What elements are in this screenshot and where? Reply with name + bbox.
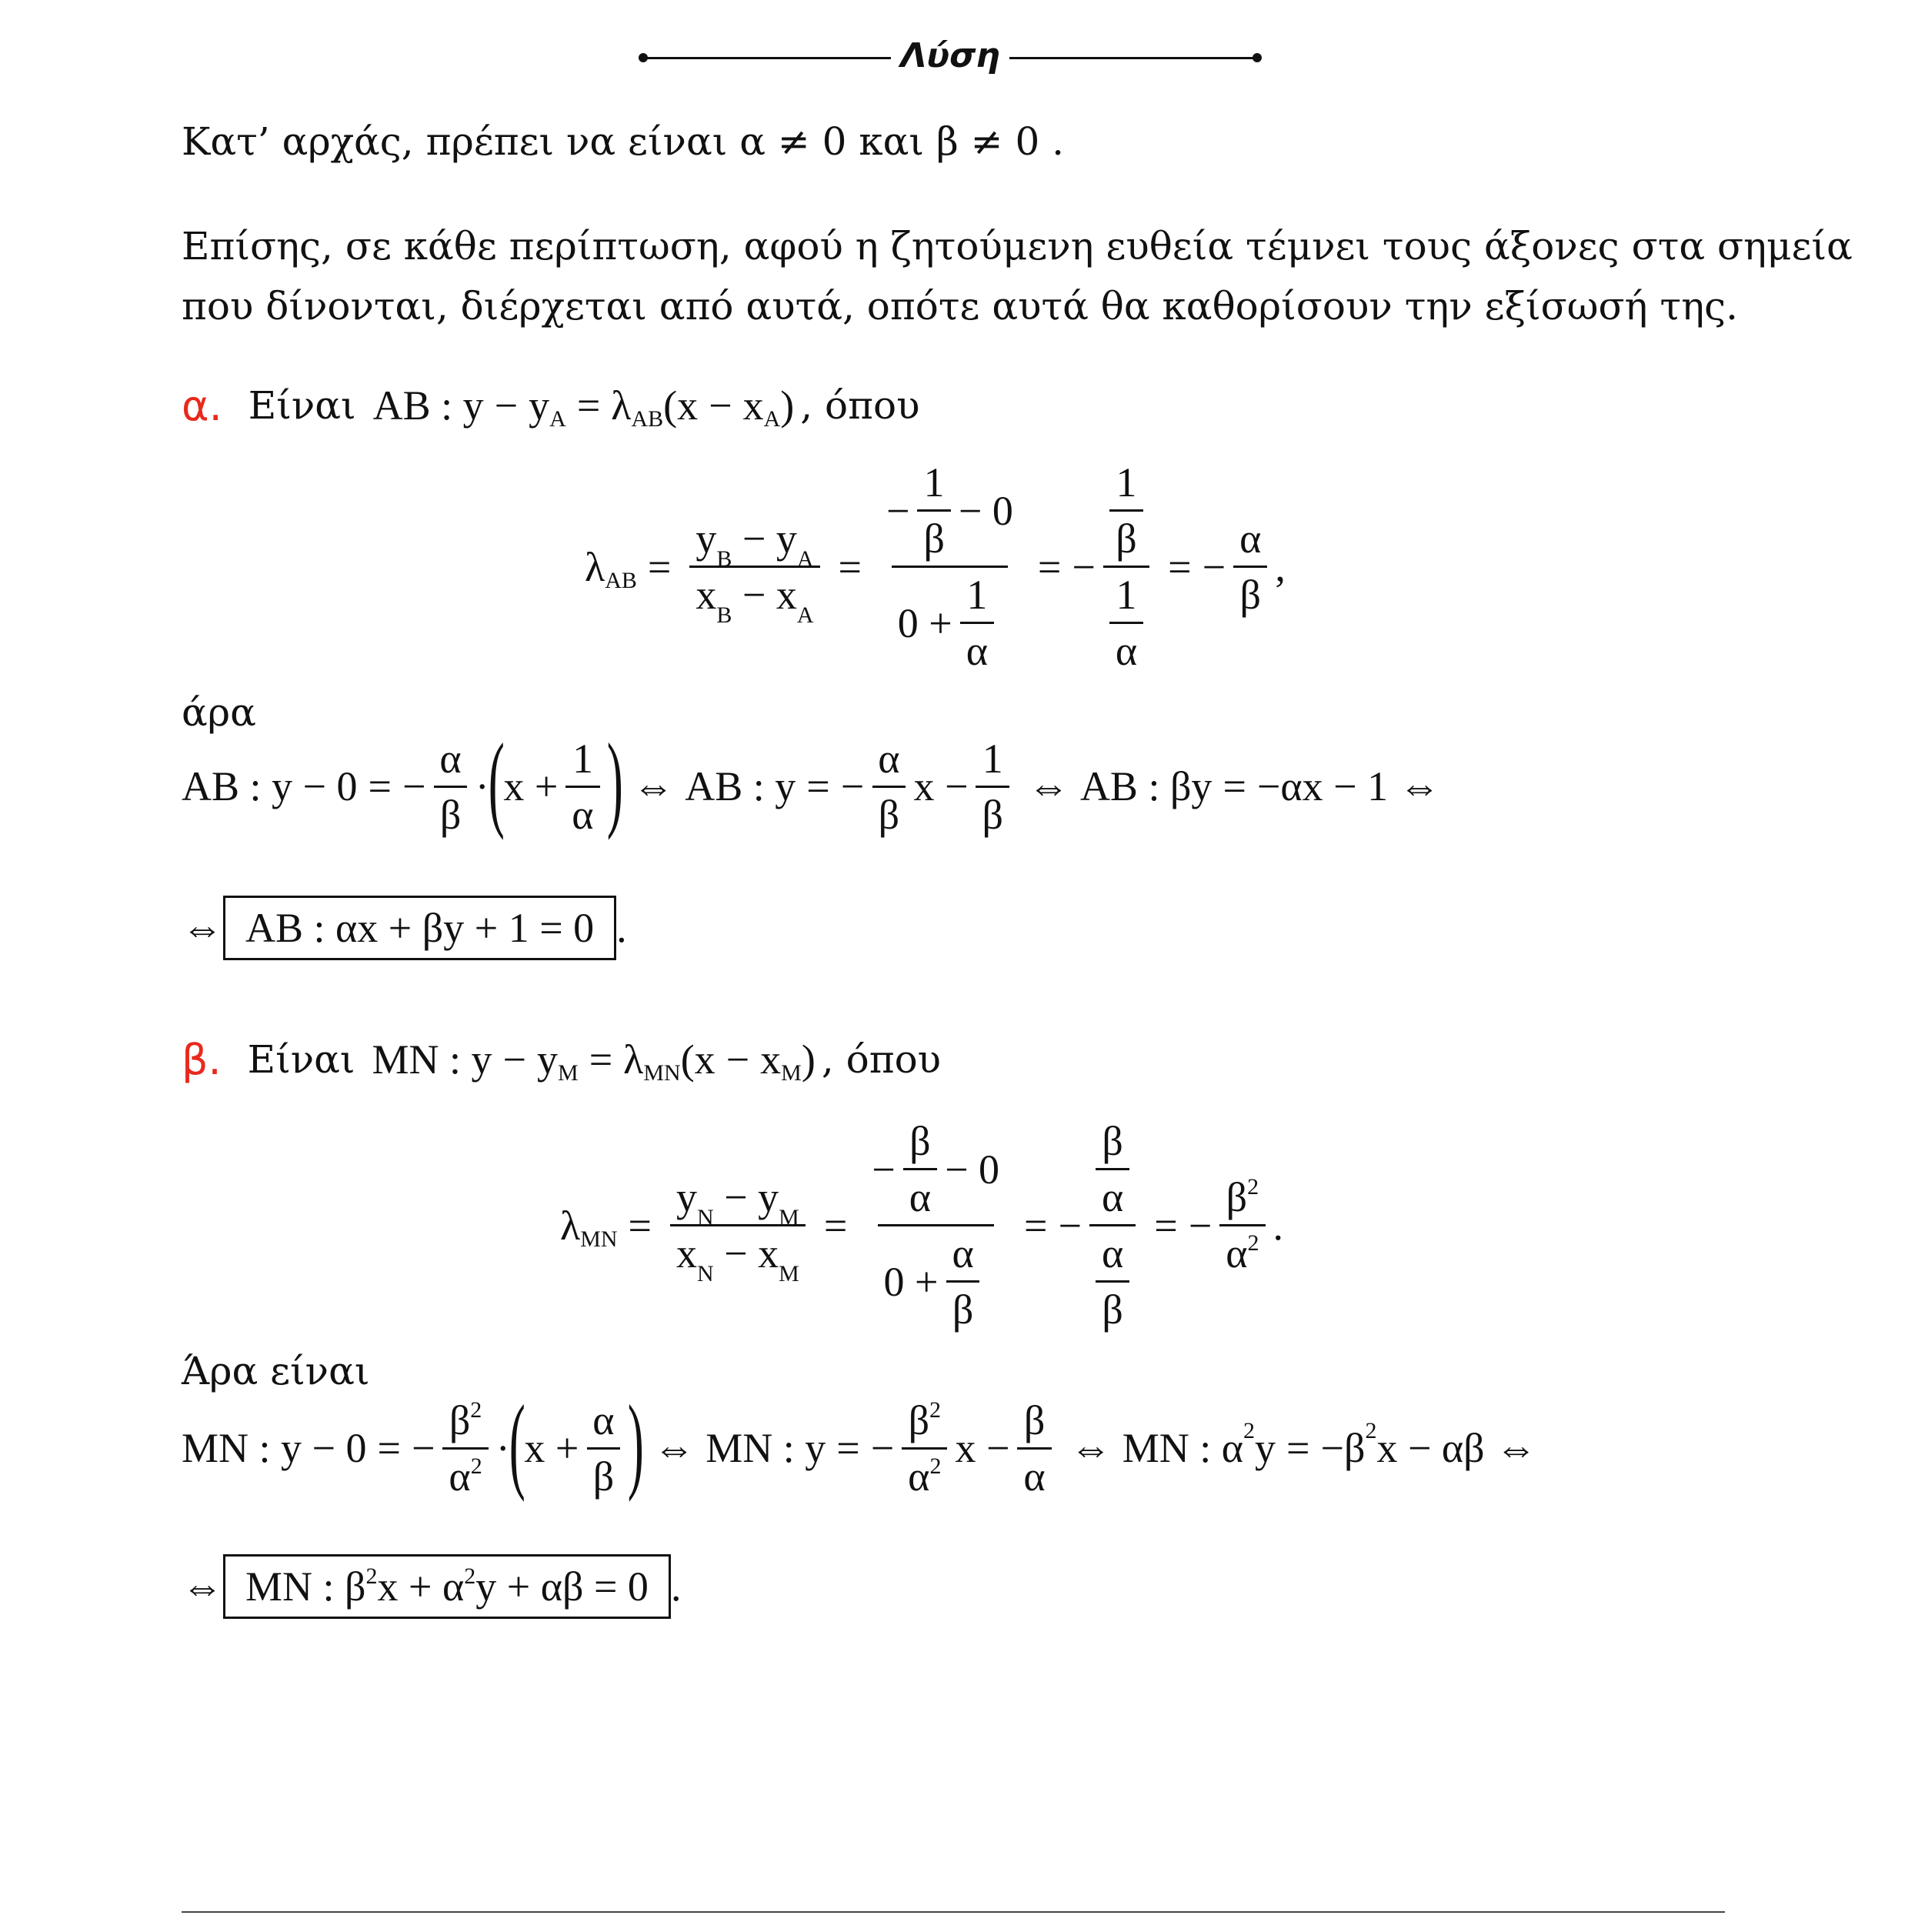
part-b-heading — [182, 1033, 941, 1086]
part-b-lead: Είναι — [247, 1037, 355, 1082]
part-a-label: α. — [182, 381, 222, 430]
part-a-derivation: AB : y − 0 = − $\frac{\alpha}{\beta}$ · ( x + $\frac{1}{\alpha}$ ) ⇔ AB : y = − $\frac{\alpha}{\beta}$ x − $\frac{1}{\beta}$ ⇔ AB : βy = −αx − 1 ⇔ — [182, 722, 1441, 841]
part-a-result-box: AB : αx + βy + 1 = 0 — [223, 896, 616, 960]
part-b-tail: , όπου — [821, 1037, 942, 1082]
part-a-lead: Είναι — [248, 383, 356, 428]
intro-paragraph-2-line-2: που δίνονται, διέρχεται από αυτά, οπότε αυτά θα καθορίσουν την εξίσωσή της. — [182, 284, 1739, 329]
part-a-result: ⇔ AB : αx + βy + 1 = 0 . — [182, 896, 627, 960]
footer-rule — [182, 1911, 1725, 1913]
intro-paragraph-2-line-1: Επίσης, σε κάθε περίπτωση, αφού η ζητούμενη ευθεία τέμνει τους άξονες στα σημεία — [182, 224, 1853, 269]
header-dot-right — [1253, 53, 1262, 62]
part-b-therefore: Άρα είναι — [182, 1349, 370, 1393]
section-header — [631, 29, 1269, 83]
part-b-slope-equation: λ MN = $\frac{y_N - y_M}{x_N - x_M}$ = − $\frac{\beta}{\alpha}$ − 0 0 + $\frac{\alpha}{\beta}$ = − $\frac{\frac{\beta}{\alpha}}{\frac{\alpha}{\beta}}$ = − $\frac{\beta^2}{\alpha^2}$ . — [560, 1118, 1283, 1333]
part-b-result-box: MN : $\beta^2x + \alpha^2y + \alpha\beta = 0$ — [223, 1554, 671, 1619]
part-a-therefore: άρα — [182, 690, 256, 735]
part-b-label: β. — [182, 1035, 222, 1084]
part-a-tail: , όπου — [800, 383, 920, 428]
part-a-line-form: AB : y − y A = λ AB (x − x A ) — [372, 382, 795, 432]
part-b-derivation: MN : y − 0 = − $\frac{\beta^2}{\alpha^2}$ · ( x + $\frac{\alpha}{\beta}$ ) ⇔ MN : y = − $\frac{\beta^2}{\alpha^2}$ x − $\frac{\beta}{\alpha}$ ⇔ MN : α 2 y = −β 2 x − αβ ⇔ — [182, 1383, 1537, 1503]
part-b-line-form: MN : y − y M = λ MN (x − x M ) — [372, 1036, 816, 1086]
part-b-result: ⇔ MN : $\beta^2x + \alpha^2y + \alpha\beta = 0$ . — [182, 1554, 681, 1619]
intro-paragraph-1: Κατ’ αρχάς, πρέπει να είναι α ≠ 0 και β ≠ 0 . — [182, 119, 1065, 164]
header-rule-right — [1009, 57, 1257, 59]
header-title: Λύση — [900, 36, 1000, 75]
part-a-slope-equation: λ AB = $\frac{y_B - y_A}{x_B - x_A}$ = − $\frac{1}{\beta}$ − 0 0 + $\frac{1}{\alpha}$ = − $\frac{\frac{1}{\beta}}{\frac{1}{\alpha}}$ = − $\frac{\alpha}{\beta}$ , — [585, 459, 1286, 674]
part-a-heading — [182, 379, 920, 432]
